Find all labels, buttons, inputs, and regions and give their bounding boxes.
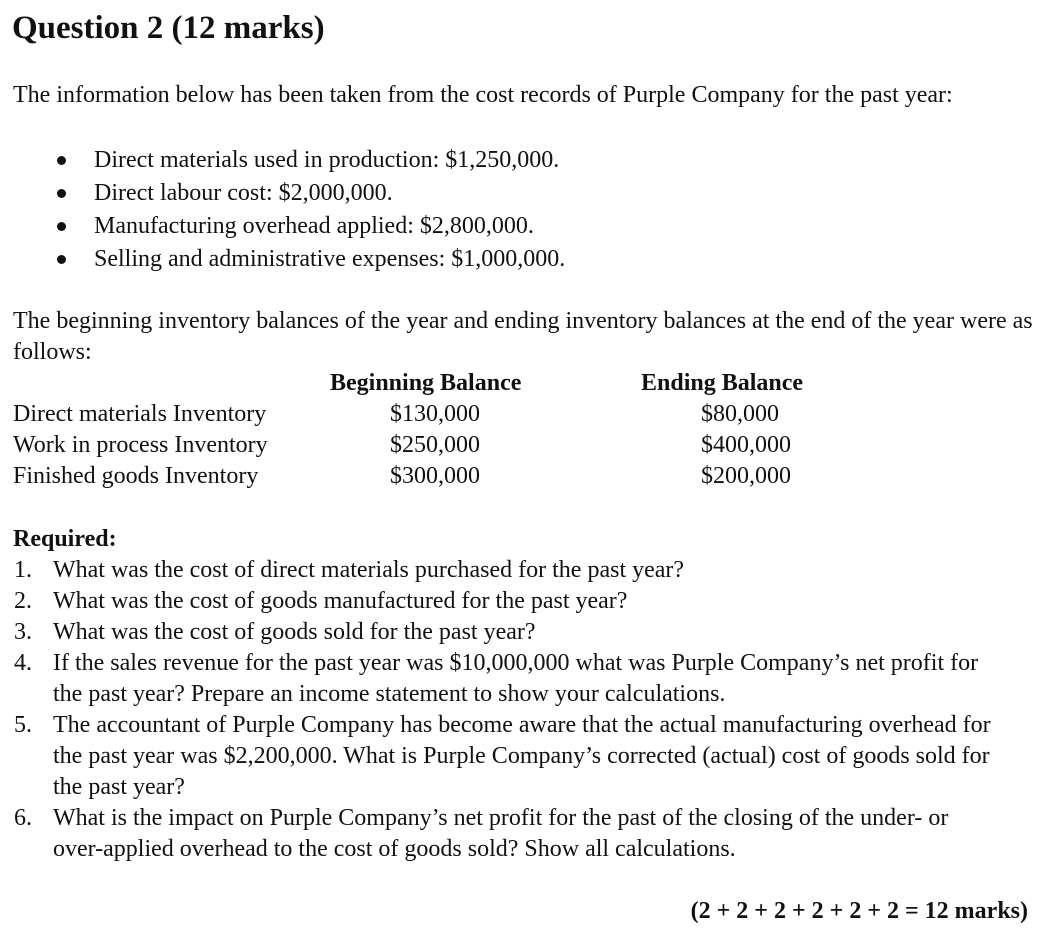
bullet-dot-icon	[57, 189, 66, 198]
bullet-dot-icon	[57, 222, 66, 231]
ending-value: $400,000	[701, 432, 791, 458]
question-number: 2.	[14, 588, 32, 614]
question-text: What was the cost of direct materials purchased for the past year?	[53, 557, 685, 583]
question-text: If the sales revenue for the past year was $10,000,000 what was Purple Company’s net profit for the past year? Prepare an income statement to show your calculations.	[53, 650, 979, 707]
question-number: 6.	[14, 805, 32, 831]
question-text: What was the cost of goods sold for the past year?	[53, 619, 536, 645]
ending-balance-header: Ending Balance	[641, 370, 804, 396]
bullet-item: Direct labour cost: $2,000,000.	[0, 177, 565, 210]
beginning-value: $130,000	[390, 401, 480, 427]
marks-total: (2 + 2 + 2 + 2 + 2 + 2 = 12 marks)	[690, 898, 1028, 924]
bullet-dot-icon	[57, 255, 66, 264]
bullet-item: Selling and administrative expenses: $1,000,000.	[0, 243, 565, 276]
ending-value: $80,000	[701, 401, 779, 427]
inventory-row	[0, 461, 1054, 492]
question-item	[0, 617, 1023, 648]
required-question-list	[0, 555, 1040, 865]
cost-bullet-list	[0, 144, 565, 276]
question-item	[0, 586, 1023, 617]
question-number: 3.	[14, 619, 32, 645]
bullet-item: Manufacturing overhead applied: $2,800,000.	[0, 210, 565, 243]
question-text: What was the cost of goods manufactured for the past year?	[53, 588, 628, 614]
inventory-label: Work in process Inventory	[13, 432, 268, 458]
question-item	[0, 555, 1023, 586]
question-item	[0, 648, 1003, 710]
inventory-label: Direct materials Inventory	[13, 401, 267, 427]
inventory-label: Finished goods Inventory	[13, 463, 259, 489]
beginning-value: $250,000	[390, 432, 480, 458]
beginning-value: $300,000	[390, 463, 480, 489]
required-heading: Required:	[13, 526, 117, 552]
question-text: What is the impact on Purple Company’s net profit for the past of the closing of the under- or over-applied overhead to the cost of goods sold? Show all calculations.	[53, 805, 949, 862]
bullet-item: Direct materials used in production: $1,250,000.	[0, 144, 565, 177]
question-number: 4.	[14, 650, 32, 676]
question-number: 1.	[14, 557, 32, 583]
question-number: 5.	[14, 712, 32, 738]
inventory-row	[0, 430, 1054, 461]
question-item	[0, 710, 1023, 803]
ending-value: $200,000	[701, 463, 791, 489]
question-text: The accountant of Purple Company has become aware that the actual manufacturing overhead for the past year was $2,200,000. What is Purple Company’s corrected (actual) cost of goods sold for the past year?	[53, 712, 991, 800]
inventory-row	[0, 399, 1054, 430]
question-item	[0, 803, 973, 865]
bullet-dot-icon	[57, 156, 66, 165]
inventory-intro-paragraph: The beginning inventory balances of the year and ending inventory balances at the end of the year were as follows:	[13, 308, 1033, 365]
question-title: Question 2 (12 marks)	[12, 10, 325, 46]
beginning-balance-header: Beginning Balance	[330, 370, 522, 396]
intro-paragraph: The information below has been taken from the cost records of Purple Company for the past year:	[13, 82, 953, 108]
